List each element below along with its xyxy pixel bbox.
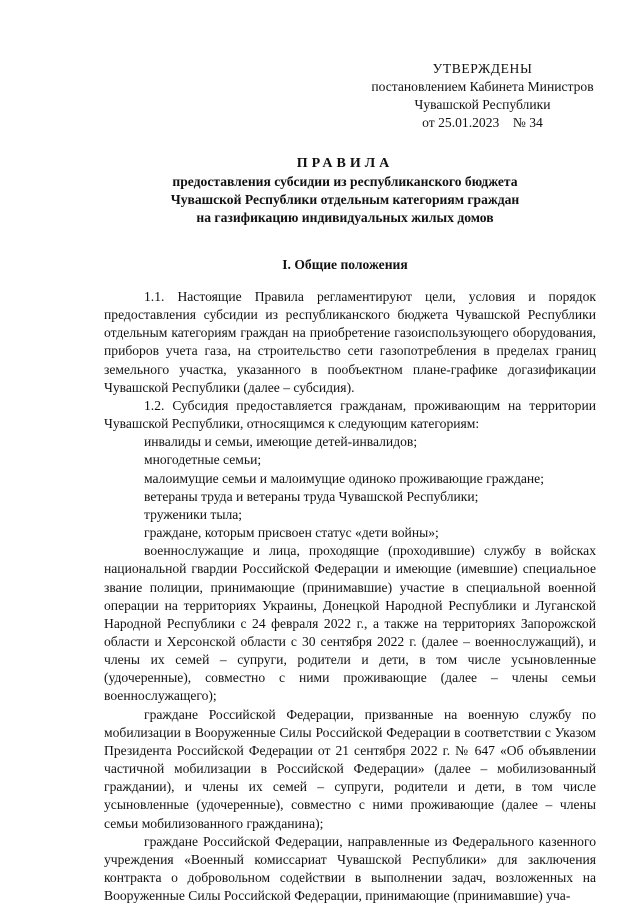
approval-line-2: Чувашской Республики: [414, 97, 551, 113]
document-title: [110, 155, 580, 228]
title-main: ПРАВИЛА: [296, 156, 394, 171]
section-heading: I. Общие положения: [282, 257, 408, 272]
category-paragraph-servicemen: военнослужащие и лица, проходящие (проходившие) службу в войсках национальной гвардии Российской Федерации и имеющие (имевшие) специальное звание полиции, принимающие (принимавшие) участие в специальной военной операции на территориях Украины, Донецкой Народной Республики и Луганской Народной Республики с 24 февраля 2022 г., а также на территориях Запорожской области и Херсонской области с 30 сентября 2022 г. (далее – военнослужащий), и члены их семей – супруги, родители и дети, в том числе усыновленные (удочеренные), совместно с ними проживающие (далее – члены семьи военнослужащего);: [104, 543, 596, 704]
category-item: многодетные семьи;: [144, 452, 262, 468]
title-line-2: Чувашской Республики отдельным категориям граждан: [170, 192, 520, 208]
title-line-3: на газификацию индивидуальных жилых домов: [196, 210, 494, 226]
category-item: труженики тыла;: [144, 506, 243, 522]
category-paragraph-mobilized: граждане Российской Федерации, призванные на военную службу по мобилизации в Вооруженные Силы Российской Федерации в соответствии с Указом Президента Российской Федерации от 21 сентября 2022 г. № 647 «Об объявлении частичной мобилизации в Российской Федерации» (далее – мобилизованный граждании), и члены их семей – супруги, родители и дети, в том числе усыновленные (удочеренные), совместно с ними проживающие (далее – члены семьи мобилизованного гражданина);: [104, 706, 596, 831]
document-body: [104, 288, 596, 905]
approval-heading: УТВЕРЖДЕНЫ: [432, 61, 533, 76]
category-item: малоимущие семьи и малоимущие одиноко проживающие граждане;: [144, 470, 544, 486]
category-item: ветераны труда и ветераны труда Чувашской Республики;: [144, 488, 479, 504]
approval-line-1: постановлением Кабинета Министров: [371, 79, 594, 95]
category-paragraph-volunteers: граждане Российской Федерации, направленные из Федерального казенного учреждения «Военный комиссариат Чувашской Республики» для заключения контракта о добровольном содействии в выполнении задач, возложенных на Вооруженные Силы Российской Федерации, принимающие (принимавшие) уча-: [104, 833, 596, 904]
paragraph-1-2: 1.2. Субсидия предоставляется гражданам, проживающим на территории Чувашской Республики, относящимся к следующим категориям:: [104, 397, 596, 432]
approval-stamp: [355, 60, 610, 133]
paragraph-1-1: 1.1. Настоящие Правила регламентируют цели, условия и порядок предоставления субсидии из республиканского бюджета Чувашской Республики отдельным категориям граждан на приобретение газоиспользующего оборудования, приборов учета газа, на строительство сети газопотребления в пределах границ земельного участка, указанного в пообъектном плане-графике догазификации Чувашской Республики (далее – субсидия).: [104, 289, 596, 395]
title-line-1: предоставления субсидии из республиканского бюджета: [172, 174, 518, 190]
category-item: инвалиды и семьи, имеющие детей-инвалидов;: [144, 434, 418, 450]
approval-line-3: от 25.01.2023 № 34: [422, 115, 543, 131]
category-item: граждане, которым присвоен статус «дети войны»;: [144, 525, 439, 541]
